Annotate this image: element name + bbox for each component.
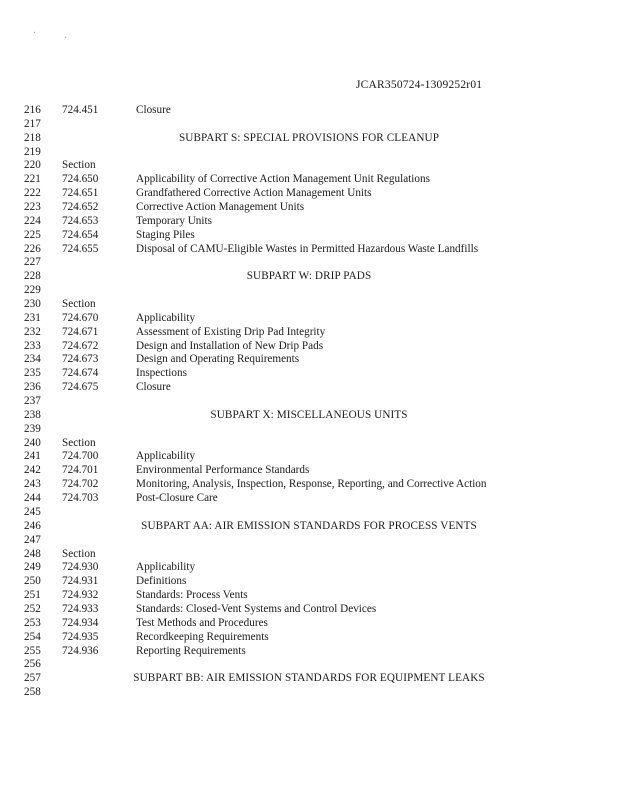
- section-number: 724.935: [62, 630, 99, 643]
- line-number: 250: [24, 575, 41, 588]
- line-number: 234: [24, 353, 41, 366]
- numbered-line: [0, 118, 618, 132]
- line-number: 232: [24, 325, 41, 338]
- section-number: 724.932: [62, 589, 99, 602]
- line-number: 248: [24, 547, 41, 560]
- section-entry-line: [0, 561, 618, 575]
- section-entry-line: [0, 353, 618, 367]
- subpart-heading: SUBPART W: DRIP PADS: [246, 270, 372, 283]
- section-title: Applicability of Corrective Action Management Unit Regulations: [136, 173, 430, 186]
- line-number: 245: [24, 505, 41, 518]
- line-number: 222: [24, 187, 41, 200]
- section-entry-line: [0, 104, 618, 118]
- section-entry-line: [0, 645, 618, 659]
- line-numbered-listing: [0, 104, 618, 700]
- section-number: 724.675: [62, 381, 99, 394]
- section-title: Corrective Action Management Units: [136, 201, 305, 214]
- numbered-line: [0, 548, 618, 562]
- subpart-heading: SUBPART S: SPECIAL PROVISIONS FOR CLEANUP: [178, 131, 440, 144]
- section-entry-line: [0, 312, 618, 326]
- section-title: Applicability: [136, 450, 196, 463]
- subpart-heading-line: [0, 672, 618, 686]
- section-number: 724.673: [62, 353, 99, 366]
- line-number: 225: [24, 228, 41, 241]
- numbered-line: [0, 256, 618, 270]
- section-number: 724.650: [62, 173, 99, 186]
- section-title: Closure: [136, 381, 171, 394]
- section-title: Environmental Performance Standards: [136, 464, 310, 477]
- line-number: 237: [24, 395, 41, 408]
- section-number: 724.930: [62, 561, 99, 574]
- section-title: Disposal of CAMU-Eligible Wastes in Permitted Hazardous Waste Landfills: [136, 242, 479, 255]
- section-entry-line: [0, 187, 618, 201]
- document-id: JCAR350724-1309252r01: [356, 79, 483, 91]
- section-entry-line: [0, 367, 618, 381]
- numbered-line: [0, 534, 618, 548]
- subpart-heading-line: [0, 409, 618, 423]
- section-number: 724.655: [62, 242, 99, 255]
- section-title: Monitoring, Analysis, Inspection, Response, Reporting, and Corrective Action: [136, 478, 487, 491]
- line-number: 241: [24, 450, 41, 463]
- line-number: 233: [24, 339, 41, 352]
- line-number: 253: [24, 616, 41, 629]
- section-number: 724.931: [62, 575, 99, 588]
- numbered-line: [0, 506, 618, 520]
- section-column-label: Section: [62, 547, 96, 560]
- line-number: 228: [24, 270, 41, 283]
- section-column-label: Section: [62, 436, 96, 449]
- numbered-line: [0, 423, 618, 437]
- section-entry-line: [0, 631, 618, 645]
- line-number: 238: [24, 408, 41, 421]
- line-number: 242: [24, 464, 41, 477]
- line-number: 235: [24, 367, 41, 380]
- numbered-line: [0, 686, 618, 700]
- section-title: Design and Operating Requirements: [136, 353, 300, 366]
- section-title: Standards: Closed-Vent Systems and Control Devices: [136, 602, 377, 615]
- section-entry-line: [0, 575, 618, 589]
- line-number: 252: [24, 602, 41, 615]
- section-entry-line: [0, 450, 618, 464]
- line-number: 257: [24, 672, 41, 685]
- line-number: 223: [24, 201, 41, 214]
- section-entry-line: [0, 617, 618, 631]
- section-entry-line: [0, 243, 618, 257]
- line-number: 230: [24, 298, 41, 311]
- line-number: 249: [24, 561, 41, 574]
- subpart-heading-line: [0, 520, 618, 534]
- section-entry-line: [0, 381, 618, 395]
- line-number: 239: [24, 422, 41, 435]
- line-number: 216: [24, 104, 41, 116]
- line-number: 224: [24, 214, 41, 227]
- section-title: Test Methods and Procedures: [136, 616, 268, 629]
- numbered-line: [0, 284, 618, 298]
- section-column-label: Section: [62, 159, 96, 172]
- scan-speck: ·: [64, 33, 68, 44]
- line-number: 218: [24, 131, 41, 144]
- line-number: 219: [24, 145, 41, 158]
- section-number: 724.933: [62, 602, 99, 615]
- line-number: 246: [24, 519, 41, 532]
- line-number: 247: [24, 533, 41, 546]
- line-number: 240: [24, 436, 41, 449]
- line-number: 236: [24, 381, 41, 394]
- section-entry-line: [0, 201, 618, 215]
- section-title: Staging Piles: [136, 228, 195, 241]
- subpart-heading: SUBPART AA: AIR EMISSION STANDARDS FOR PROCESS VENTS: [141, 519, 477, 532]
- scan-speck: ·: [33, 28, 37, 39]
- section-number: 724.451: [62, 104, 99, 116]
- line-number: 244: [24, 492, 41, 505]
- subpart-heading-line: [0, 132, 618, 146]
- section-entry-line: [0, 229, 618, 243]
- line-number: 229: [24, 284, 41, 297]
- section-title: Definitions: [136, 575, 187, 588]
- line-number: 254: [24, 630, 41, 643]
- section-title: Recordkeeping Requirements: [136, 630, 269, 643]
- section-title: Applicability: [136, 561, 196, 574]
- section-title: Grandfathered Corrective Action Management Units: [136, 187, 372, 200]
- section-entry-line: [0, 326, 618, 340]
- section-title: Applicability: [136, 311, 196, 324]
- section-entry-line: [0, 478, 618, 492]
- numbered-line: [0, 159, 618, 173]
- section-number: 724.654: [62, 228, 99, 241]
- section-title: Temporary Units: [136, 214, 212, 227]
- section-entry-line: [0, 603, 618, 617]
- line-number: 226: [24, 242, 41, 255]
- numbered-line: [0, 298, 618, 312]
- section-title: Inspections: [136, 367, 187, 380]
- section-number: 724.674: [62, 367, 99, 380]
- section-number: 724.670: [62, 311, 99, 324]
- numbered-line: [0, 395, 618, 409]
- section-entry-line: [0, 340, 618, 354]
- section-title: Reporting Requirements: [136, 644, 246, 657]
- line-number: 251: [24, 589, 41, 602]
- section-title: Post-Closure Care: [136, 492, 218, 505]
- section-number: 724.672: [62, 339, 99, 352]
- section-number: 724.651: [62, 187, 99, 200]
- section-number: 724.936: [62, 644, 99, 657]
- section-column-label: Section: [62, 298, 96, 311]
- section-number: 724.652: [62, 201, 99, 214]
- section-entry-line: [0, 492, 618, 506]
- line-number: 217: [24, 117, 41, 130]
- line-number: 255: [24, 644, 41, 657]
- section-entry-line: [0, 215, 618, 229]
- line-number: 221: [24, 173, 41, 186]
- subpart-heading-line: [0, 270, 618, 284]
- numbered-line: [0, 437, 618, 451]
- section-entry-line: [0, 173, 618, 187]
- line-number: 227: [24, 256, 41, 269]
- section-number: 724.703: [62, 492, 99, 505]
- section-entry-line: [0, 464, 618, 478]
- section-title: Design and Installation of New Drip Pads: [136, 339, 324, 352]
- line-number: 231: [24, 311, 41, 324]
- numbered-line: [0, 658, 618, 672]
- section-title: Assessment of Existing Drip Pad Integrity: [136, 325, 326, 338]
- line-number: 256: [24, 658, 41, 671]
- numbered-line: [0, 146, 618, 160]
- section-number: 724.700: [62, 450, 99, 463]
- subpart-heading: SUBPART BB: AIR EMISSION STANDARDS FOR EQUIPMENT LEAKS: [133, 672, 485, 685]
- line-number: 220: [24, 159, 41, 172]
- section-number: 724.671: [62, 325, 99, 338]
- section-entry-line: [0, 589, 618, 603]
- subpart-heading: SUBPART X: MISCELLANEOUS UNITS: [210, 408, 408, 421]
- line-number: 243: [24, 478, 41, 491]
- section-number: 724.702: [62, 478, 99, 491]
- section-title: Standards: Process Vents: [136, 589, 248, 602]
- section-number: 724.934: [62, 616, 99, 629]
- line-number: 258: [24, 686, 41, 699]
- section-number: 724.653: [62, 214, 99, 227]
- section-number: 724.701: [62, 464, 99, 477]
- section-title: Closure: [136, 104, 171, 116]
